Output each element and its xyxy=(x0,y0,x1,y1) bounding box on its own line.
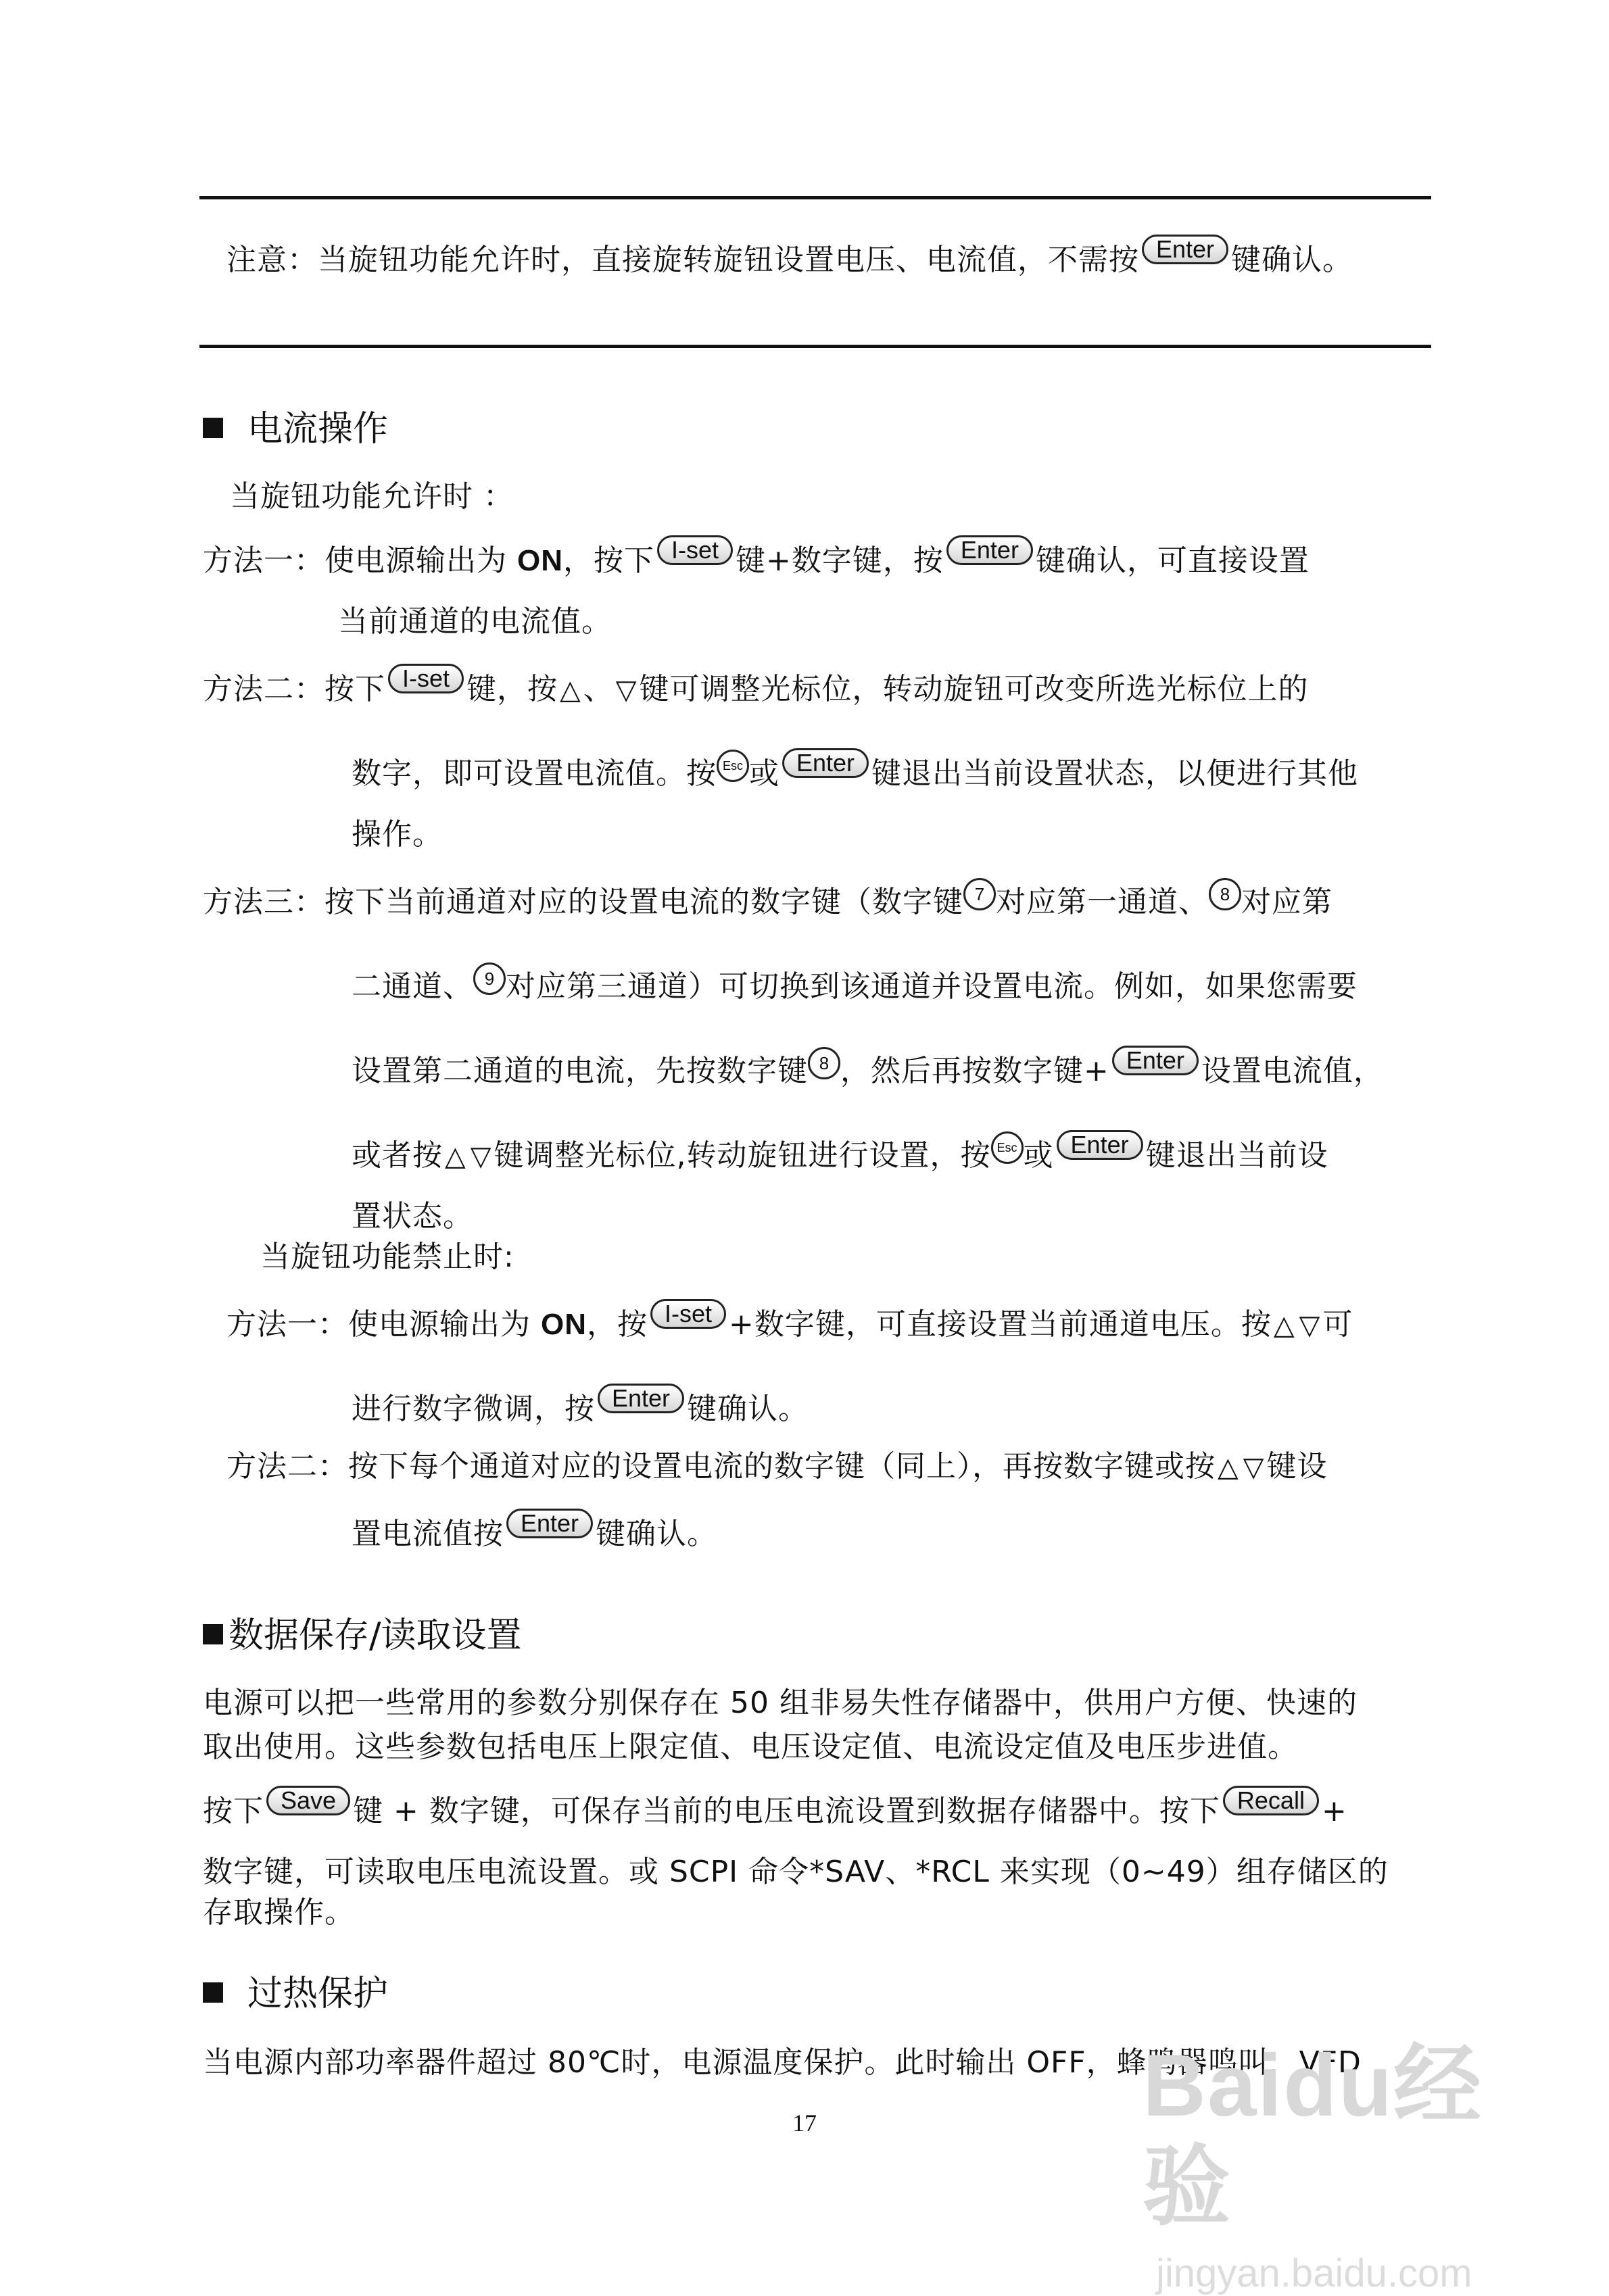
method3-line3: 设置第二通道的电流，先按数字键 8 ，然后再按数字键+ Enter 设置电流值， xyxy=(352,1046,1384,1088)
method2-line3: 操作。 xyxy=(352,817,443,852)
up-triangle-icon: △ xyxy=(1273,1310,1295,1341)
method3-line5: 置状态。 xyxy=(352,1199,473,1234)
watermark xyxy=(1143,2034,1548,2295)
knob-on-label: 当旋钮功能允许时 ： xyxy=(230,479,514,514)
method2-line2: 数字，即可设置电流值。按 Esc 或 Enter 键退出当前设置状态，以便进行其他 xyxy=(352,749,1359,791)
enter-key-icon: Enter xyxy=(598,1384,684,1413)
save-paragraph-line3: 按下 Save 键 + 数字键，可保存当前的电压电流设置到数据存储器中。按下 Recall + xyxy=(203,1786,1347,1828)
enter-key-icon: Enter xyxy=(946,535,1033,565)
digit-7-key-icon: 7 xyxy=(963,878,996,910)
page-number: 17 xyxy=(792,2109,817,2136)
top-rule xyxy=(199,196,1431,199)
square-bullet-icon xyxy=(203,1982,223,2003)
method3-line1: 方法三：按下当前通道对应的设置电流的数字键（数字键 7 对应第一通道、 8 对应第 xyxy=(203,882,1332,923)
iset-key-icon: I-set xyxy=(657,535,733,565)
iset-key-icon: I-set xyxy=(388,664,464,693)
digit-9-key-icon: 9 xyxy=(473,962,506,995)
down-triangle-icon: ▽ xyxy=(470,1141,492,1172)
recall-key-icon: Recall xyxy=(1223,1786,1319,1815)
save-paragraph-line2: 取出使用。这些参数包括电压上限定值、电压设定值、电流设定值及电压步进值。 xyxy=(203,1730,1298,1764)
digit-8-key-icon: 8 xyxy=(808,1047,840,1079)
enter-key-icon: Enter xyxy=(782,748,869,778)
esc-key-icon: Esc xyxy=(717,750,749,782)
save-paragraph-line5: 存取操作。 xyxy=(203,1895,355,1930)
method3-line2: 二通道、 9 对应第三通道）可切换到该通道并设置电流。例如，如果您需要 xyxy=(352,967,1358,1007)
method1-line1: 方法一：使电源输出为 ON，按下 I-set 键+数字键，按 Enter 键确认，可直接设置 xyxy=(203,536,1310,578)
method4-line2: 进行数字微调，按 Enter 键确认。 xyxy=(352,1384,809,1426)
method4-line1: 方法一：使电源输出为 ON，按 I-set +数字键，可直接设置当前通道电压。按△ ▽可 xyxy=(226,1304,1353,1346)
otp-paragraph-line1: 当电源内部功率器件超过 80℃时，电源温度保护。此时输出 OFF，蜂鸣器鸣叫，VFD xyxy=(203,2045,1362,2080)
down-triangle-icon: ▽ xyxy=(615,675,638,706)
note-line: 注意：当旋钮功能允许时，直接旋转旋钮设置电压、电流值，不需按 Enter 键确认。 xyxy=(226,235,1353,277)
save-key-icon: Save xyxy=(266,1786,350,1815)
current-heading: 电流操作 xyxy=(203,406,388,453)
method5-line1: 方法二：按下每个通道对应的设置电流的数字键（同上），再按数字键或按△ ▽键设 xyxy=(226,1446,1328,1488)
up-triangle-icon: △ xyxy=(560,675,581,706)
save-paragraph-line4: 数字键，可读取电压电流设置。或 SCPI 命令*SAV、*RCL 来实现（0~49）组存储区的 xyxy=(203,1855,1389,1889)
save-heading: 数据保存/读取设置 xyxy=(203,1612,522,1659)
esc-key-icon: Esc xyxy=(991,1131,1024,1164)
square-bullet-icon xyxy=(203,418,223,438)
method5-line2: 置电流值按 Enter 键确认。 xyxy=(352,1509,718,1551)
up-triangle-icon: △ xyxy=(445,1141,466,1172)
down-triangle-icon: ▽ xyxy=(1243,1452,1265,1483)
digit-8-key-icon: 8 xyxy=(1209,878,1241,910)
up-triangle-icon: △ xyxy=(1218,1452,1239,1483)
save-paragraph-line1: 电源可以把一些常用的参数分别保存在 50 组非易失性存储器中，供用户方便、快速的 xyxy=(203,1686,1358,1720)
method3-line4: 或者按△ ▽键调整光标位,转动旋钮进行设置，按 Esc 或 Enter 键退出当前设 xyxy=(352,1135,1328,1177)
knob-off-label: 当旋钮功能禁止时: xyxy=(260,1240,514,1274)
method1-line2: 当前通道的电流值。 xyxy=(338,604,612,639)
watermark-brand: Baidu经验 xyxy=(1143,2036,1483,2236)
otp-heading: 过热保护 xyxy=(203,1970,388,2018)
iset-key-icon: I-set xyxy=(650,1299,726,1329)
enter-key-icon: Enter xyxy=(1112,1046,1199,1075)
watermark-url: jingyan.baidu.com xyxy=(1156,2251,1472,2295)
down-triangle-icon: ▽ xyxy=(1299,1310,1321,1341)
enter-key-icon: Enter xyxy=(1057,1130,1143,1160)
square-bullet-icon xyxy=(203,1624,223,1644)
enter-key-icon: Enter xyxy=(1142,235,1228,264)
method2-line1: 方法二：按下 I-set 键，按△、▽键可调整光标位，转动旋钮可改变所选光标位上的 xyxy=(203,669,1309,710)
bottom-rule xyxy=(199,345,1431,348)
enter-key-icon: Enter xyxy=(506,1509,593,1538)
